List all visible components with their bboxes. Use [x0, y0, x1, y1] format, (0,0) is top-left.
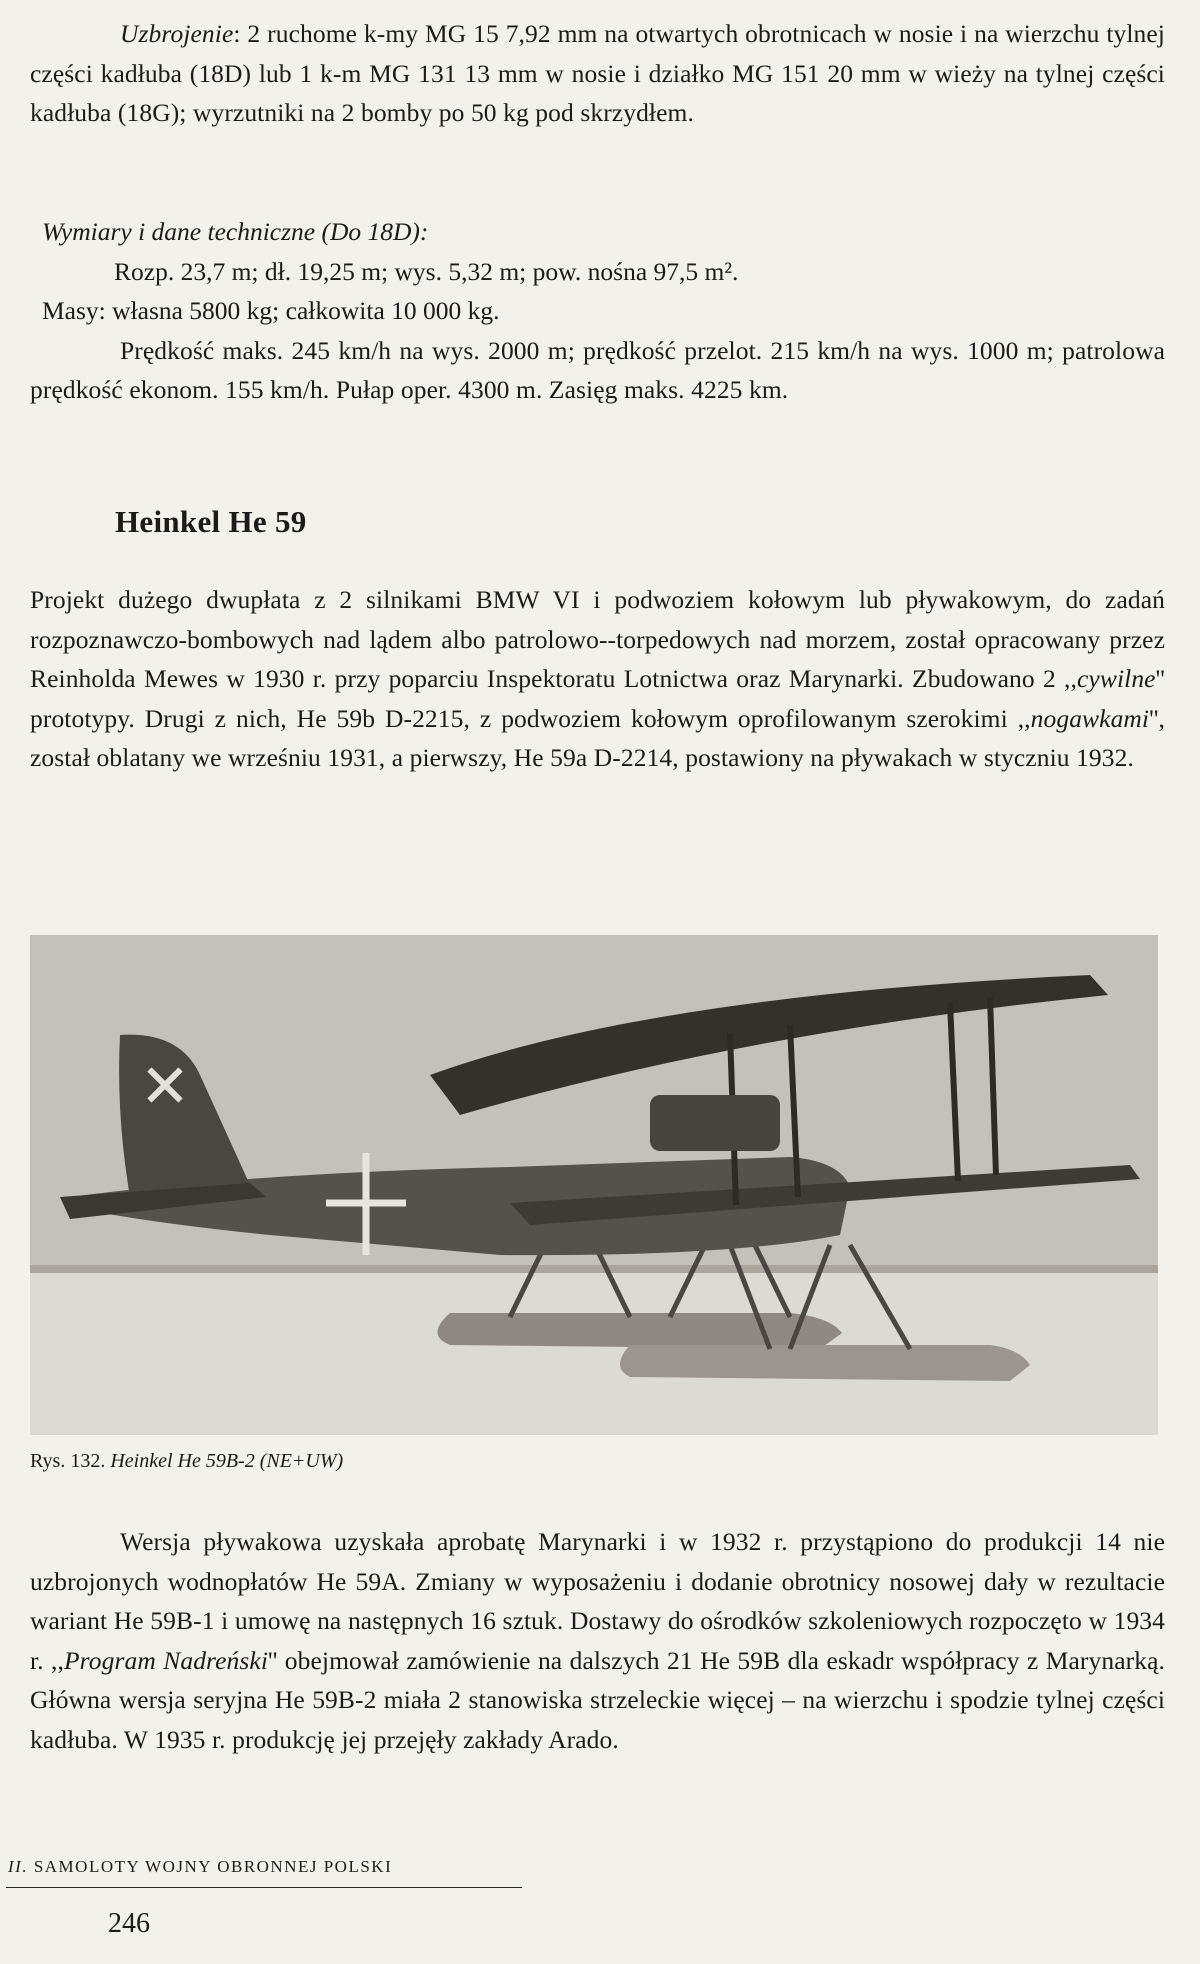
engine-nacelle [650, 1095, 780, 1151]
armament-body: : 2 ruchome k-my MG 15 7,92 mm na otwartych obrotnicach w nosie i na wierzchu tylnej części kadłuba (18D) lub 1 k-m MG 131 13 mm w nosie i działko MG 151 20 mm w wieży na tylnej części kadłuba (18G); wyrzutniki na 2 bomby po 50 kg pod skrzydłem. [30, 19, 1165, 127]
intro-part-3: '', został oblatany we wrześniu 1931, a pierwszy, He 59a D-2214, postawiony na pływakach w styczniu 1932. [30, 703, 1165, 772]
intro-text [30, 580, 1165, 778]
production-emphasis-1: Program Nadreński [64, 1645, 269, 1675]
footer-section-title: SAMOLOTY WOJNY OBRONNEJ POLSKI [28, 1857, 393, 1876]
running-footer [8, 1857, 392, 1877]
armament-label: Uzbrojenie [120, 19, 234, 48]
footer-rule [6, 1887, 522, 1888]
figure-caption [30, 1447, 343, 1475]
seaplane-photo [30, 935, 1158, 1435]
page-number: 246 [108, 1908, 150, 1939]
left-float [438, 1313, 843, 1349]
intro-emphasis-1: cywilne [1077, 664, 1156, 693]
intro-part-2: '' prototypy. Drugi z nich, He 59b D-2215, z podwoziem kołowym oprofilowanym szerokimi ,, [30, 664, 1165, 733]
figure-label: Rys. 132. [30, 1450, 106, 1472]
section-heading: Heinkel He 59 [115, 504, 307, 539]
book-page [8, 0, 1165, 1964]
specs-mass: Masy: własna 5800 kg; całkowita 10 000 kg. [42, 296, 500, 325]
intro-paragraph [30, 580, 1165, 778]
footer-part-number: II. [8, 1857, 29, 1876]
intro-emphasis-2: nogawkami [1030, 703, 1150, 733]
armament-paragraph [30, 14, 1165, 133]
production-part-2: '' obejmował zamówienie na dalszych 21 He 59B dla eskadr współpracy z Marynarką. Główna wersja seryjna He 59B-2 miała 2 stanowiska strzeleckie więcej – na wierzchu i spodzie tylnej części kadłuba. W 1935 r. produkcję jej przejęły zakłady Arado. [30, 1645, 1165, 1754]
figure-caption-text: Heinkel He 59B-2 (NE+UW) [110, 1450, 344, 1472]
armament-text [30, 14, 1165, 133]
right-float [620, 1345, 1030, 1381]
production-text [30, 1522, 1165, 1759]
production-paragraph [30, 1522, 1165, 1759]
specs-heading: Wymiary i dane techniczne (Do 18D): [42, 217, 429, 246]
specs-block [30, 212, 1165, 410]
photo-shoreline [30, 1265, 1158, 1273]
seaplane-illustration [30, 935, 1158, 1435]
production-part-1: Wersja pływakowa uzyskała aprobatę Marynarki i w 1932 r. przystąpiono do produkcji 14 nie uzbrojonych wodnopłatów He 59A. Zmiany w wyposażeniu i dodanie obrotnicy nosowej dały w rezultacie wariant He 59B-1 i umowę na następnych 16 sztuk. Dostawy do ośrodków szkoleniowych rozpoczęto w 1934 r. ,, [30, 1527, 1165, 1675]
specs-performance: Prędkość maks. 245 km/h na wys. 2000 m; prędkość przelot. 215 km/h na wys. 1000 m; patrolowa prędkość ekonom. 155 km/h. Pułap oper. 4300 m. Zasięg maks. 4225 km. [30, 335, 1165, 404]
intro-part-1: Projekt dużego dwupłata z 2 silnikami BMW VI i podwoziem kołowym lub pływakowym, do zadań rozpoznawczo-bombowych nad lądem albo patrolowo--torpedowych nad morzem, został opracowany przez Reinholda Mewes w 1930 r. przy poparciu Inspektoratu Lotnictwa oraz Marynarki. Zbudowano 2 ,, [30, 585, 1165, 693]
specs-dimensions: Rozp. 23,7 m; dł. 19,25 m; wys. 5,32 m; pow. nośna 97,5 m². [114, 256, 739, 286]
